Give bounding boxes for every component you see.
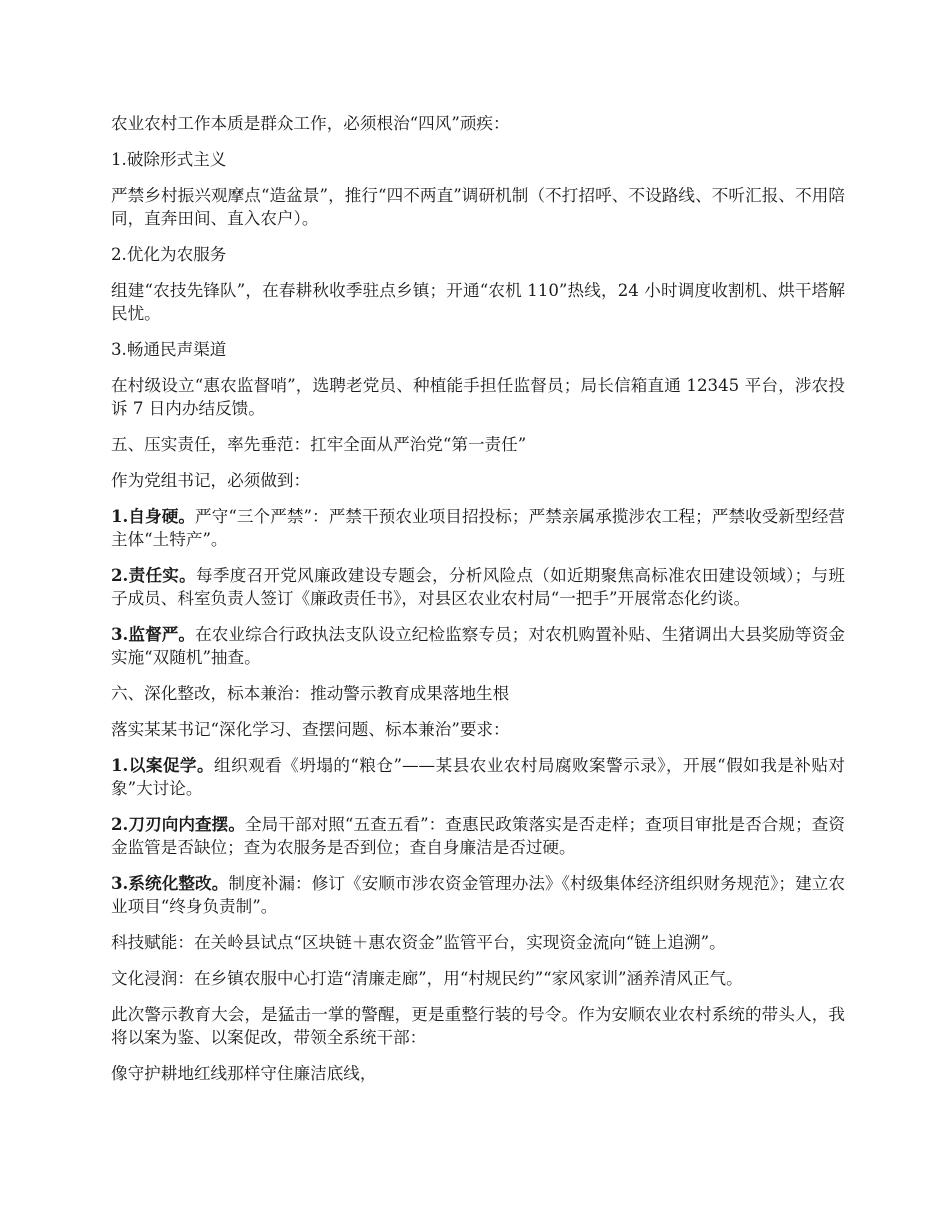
paragraph	[111, 279, 845, 325]
paragraph	[111, 374, 845, 420]
paragraph-text: 作为党组书记，必须做到：	[111, 471, 311, 490]
paragraph-lead: 1.自身硬。	[111, 506, 196, 526]
paragraph	[111, 433, 845, 456]
paragraph-text: 文化浸润：在乡镇农服中心打造“清廉走廊”，用“村规民约”“家风家训”涵养清风正气。	[111, 969, 743, 988]
paragraph	[111, 469, 845, 492]
paragraph-text: 1.破除形式主义	[111, 150, 227, 169]
paragraph	[111, 1062, 845, 1085]
paragraph	[111, 564, 845, 610]
paragraph-text: 像守护耕地红线那样守住廉洁底线，	[111, 1064, 377, 1083]
paragraph-text: 此次警示教育大会，是猛击一掌的警醒，更是重整行装的号令。作为安顺农业农村系统的带头人，我将以案为鉴、以案促改，带领全系统干部：	[111, 1005, 845, 1047]
paragraph-text: 每季度召开党风廉政建设专题会，分析风险点（如近期聚焦高标准农田建设领域）；与班子成员、科室负责人签订《廉政责任书》，对县区农业农村局“一把手”开展常态化约谈。	[111, 566, 845, 608]
paragraph-text: 农业农村工作本质是群众工作，必须根治“四风”顽疾：	[111, 114, 510, 133]
document-body	[111, 112, 845, 1098]
paragraph-text: 严禁乡村振兴观摩点“造盆景”，推行“四不两直”调研机制（不打招呼、不设路线、不听汇报、不用陪同，直奔田间、直入农户）。	[111, 186, 845, 228]
paragraph	[111, 813, 845, 859]
paragraph-text: 科技赋能：在关岭县试点“区块链＋惠农资金”监管平台，实现资金流向“链上追溯”。	[111, 933, 726, 952]
paragraph-text: 制度补漏：修订《安顺市涉农资金管理办法》《村级集体经济组织财务规范》；建立农业项目“终身负责制”。	[111, 874, 845, 916]
paragraph	[111, 184, 845, 230]
paragraph-lead: 3.系统化整改。	[111, 873, 229, 893]
paragraph-text: 2.优化为农服务	[111, 245, 227, 264]
paragraph-text: 六、深化整改，标本兼治：推动警示教育成果落地生根	[111, 684, 510, 703]
paragraph	[111, 623, 845, 669]
paragraph	[111, 112, 845, 135]
paragraph-text: 组织观看《坍塌的“粮仓”——某县农业农村局腐败案警示录》，开展“假如我是补贴对象”大讨论。	[111, 756, 845, 798]
paragraph-text: 在村级设立“惠农监督哨”，选聘老党员、种植能手担任监督员；局长信箱直通 12345 平台，涉农投诉 7 日内办结反馈。	[111, 376, 845, 418]
paragraph	[111, 682, 845, 705]
paragraph	[111, 931, 845, 954]
paragraph-lead: 2.责任实。	[111, 565, 197, 585]
paragraph-text: 组建“农技先锋队”，在春耕秋收季驻点乡镇；开通“农机 110”热线，24 小时调度收割机、烘干塔解民忧。	[111, 281, 845, 323]
paragraph	[111, 505, 845, 551]
paragraph-text: 落实某某书记“深化学习、查摆问题、标本兼治”要求：	[111, 720, 510, 739]
paragraph	[111, 754, 845, 800]
paragraph-lead: 2.刀刃向内查摆。	[111, 814, 245, 834]
paragraph	[111, 148, 845, 171]
paragraph	[111, 872, 845, 918]
paragraph-lead: 1.以案促学。	[111, 755, 215, 775]
paragraph-text: 在农业综合行政执法支队设立纪检监察专员；对农机购置补贴、生猪调出大县奖励等资金实施“双随机”抽查。	[111, 625, 846, 667]
paragraph-text: 五、压实责任，率先垂范：扛牢全面从严治党“第一责任”	[111, 435, 527, 454]
paragraph	[111, 967, 845, 990]
paragraph	[111, 243, 845, 266]
paragraph	[111, 1003, 845, 1049]
paragraph-text: 全局干部对照“五查五看”：查惠民政策落实是否走样；查项目审批是否合规；查资金监管是否缺位；查为农服务是否到位；查自身廉洁是否过硬。	[111, 815, 845, 857]
paragraph	[111, 338, 845, 361]
paragraph-text: 3.畅通民声渠道	[111, 340, 227, 359]
paragraph-lead: 3.监督严。	[111, 624, 196, 644]
paragraph	[111, 718, 845, 741]
paragraph-text: 严守“三个严禁”：严禁干预农业项目招投标；严禁亲属承揽涉农工程；严禁收受新型经营主体“土特产”。	[111, 507, 845, 549]
